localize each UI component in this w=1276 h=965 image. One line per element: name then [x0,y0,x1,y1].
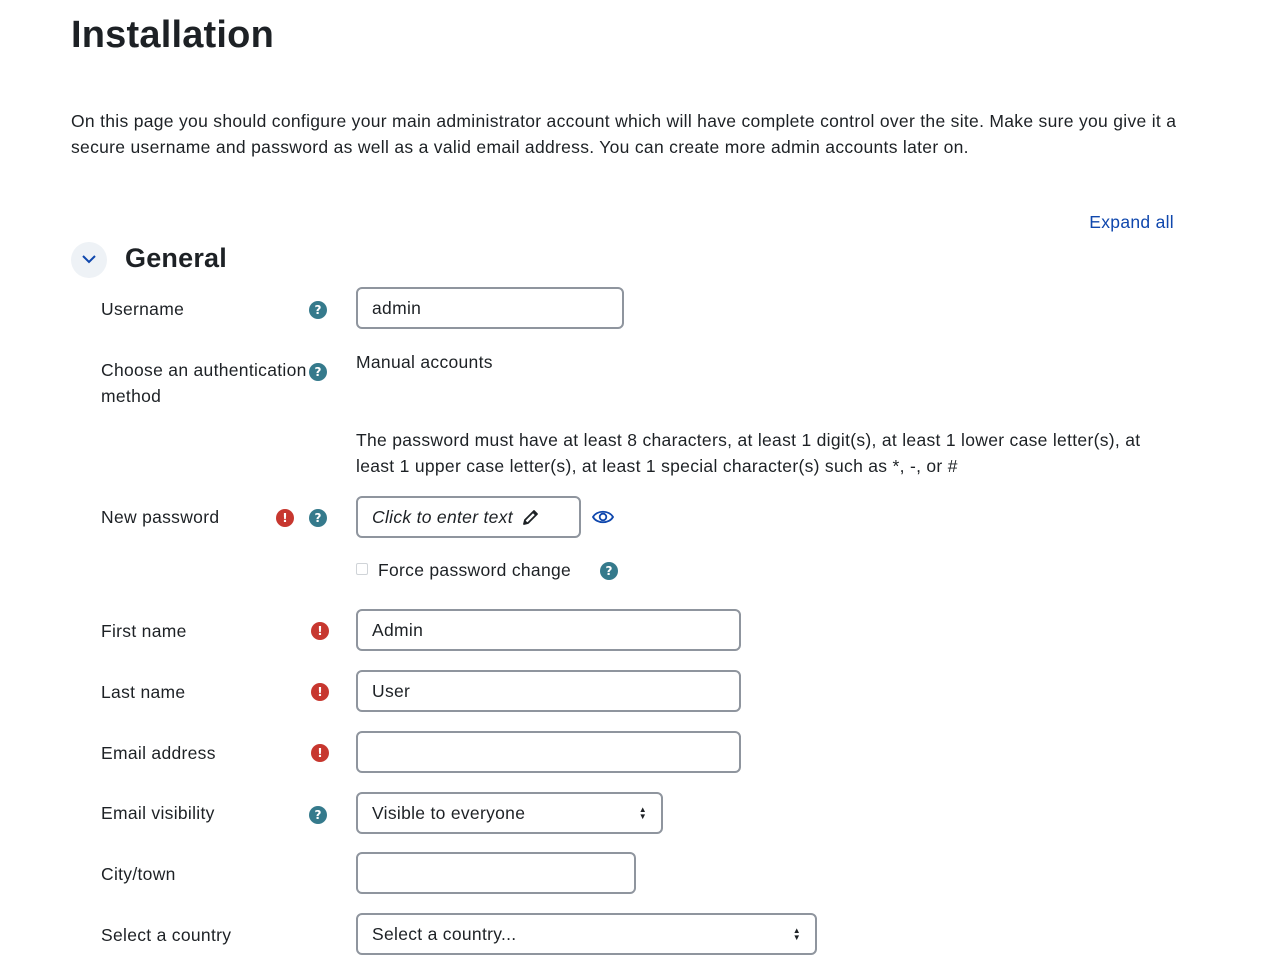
email-address-label: Email address [101,743,216,763]
username-input[interactable] [356,287,624,329]
city-town-input[interactable] [356,852,636,894]
new-password-label: New password [101,507,220,527]
intro-text: On this page you should configure your main administrator account which will have complete control over the site. Make sure you give it a secure username and password as well as a valid email address. You can create more admin accounts later on. [71,111,1177,157]
first-name-label: First name [101,621,187,641]
collapse-section-button[interactable] [71,242,107,278]
auth-method-label: Choose an authentication method [101,360,307,406]
page-title: Installation [71,14,274,56]
question-circle-icon[interactable]: ? [309,363,327,381]
new-password-field[interactable] [356,496,581,538]
country-label: Select a country [101,925,232,945]
exclamation-circle-icon: ! [311,622,329,640]
email-visibility-selected: Visible to everyone [372,802,526,823]
expand-all-link[interactable]: Expand all [1089,212,1174,232]
new-password-placeholder: Click to enter text [372,506,513,527]
first-name-input[interactable] [356,609,741,651]
password-rules-text: The password must have at least 8 characters, at least 1 digit(s), at least 1 lower case letter(s), at least 1 upper case letter(s), at least 1 special character(s) such as *, -, or # [356,430,1141,476]
eye-icon[interactable] [592,508,614,531]
force-password-change-checkbox[interactable] [356,563,368,575]
auth-method-value: Manual accounts [356,352,493,372]
question-circle-icon[interactable]: ? [309,509,327,527]
country-selected: Select a country... [372,923,517,944]
pencil-icon [522,508,540,526]
last-name-input[interactable] [356,670,741,712]
exclamation-circle-icon: ! [276,509,294,527]
select-caret-icon: ▲ ▼ [792,926,801,942]
email-visibility-label: Email visibility [101,803,215,823]
question-circle-icon[interactable]: ? [309,806,327,824]
country-select[interactable] [356,913,817,955]
username-label: Username [101,299,185,319]
force-password-change-label: Force password change [378,560,572,580]
exclamation-circle-icon: ! [311,683,329,701]
question-circle-icon[interactable]: ? [600,562,618,580]
city-town-label: City/town [101,864,176,884]
exclamation-circle-icon: ! [311,744,329,762]
question-circle-icon[interactable]: ? [309,301,327,319]
last-name-label: Last name [101,682,186,702]
email-visibility-select[interactable] [356,792,663,834]
chevron-down-icon [81,251,97,269]
email-address-input[interactable] [356,731,741,773]
section-title-general: General [125,243,227,273]
select-caret-icon: ▲ ▼ [638,805,647,821]
